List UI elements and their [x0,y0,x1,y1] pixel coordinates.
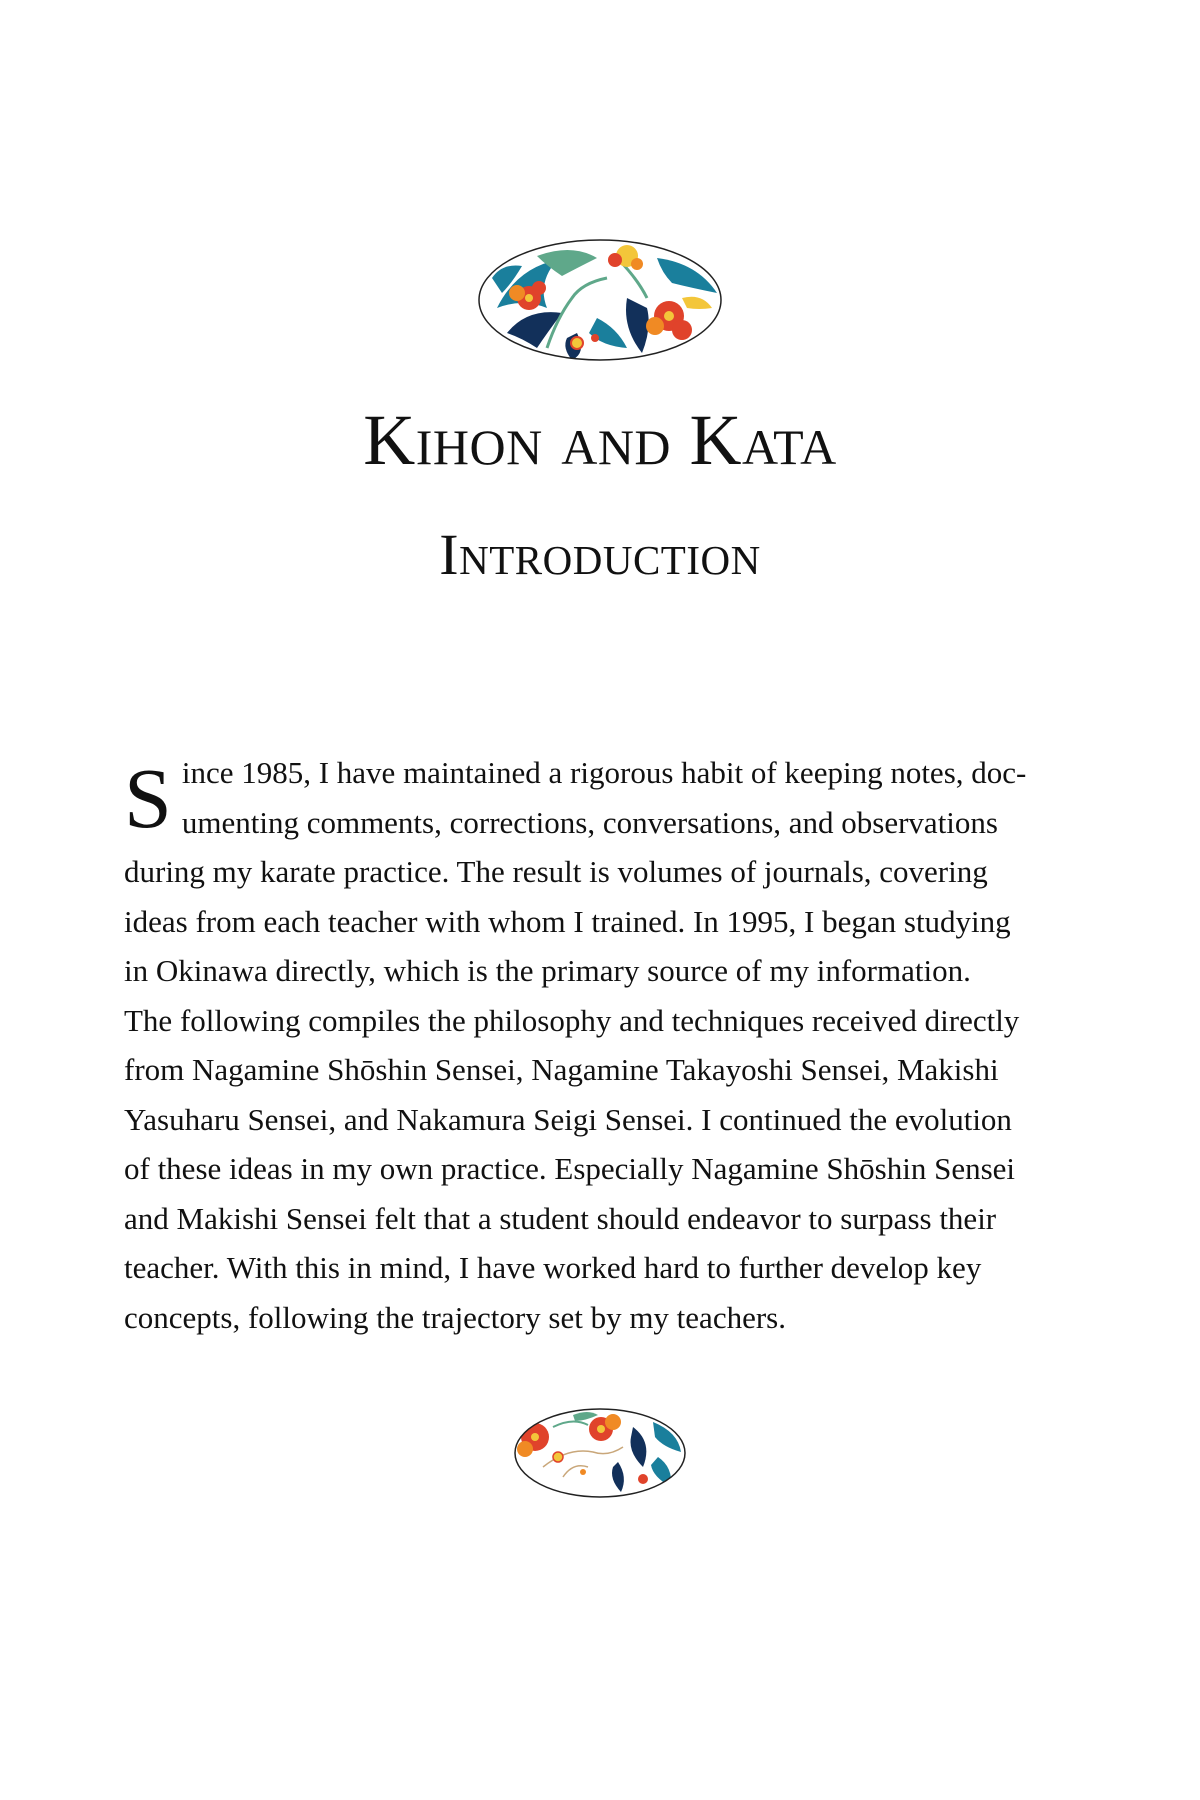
paragraph-line: concepts, following the trajectory set by my teachers. [124,1299,786,1335]
paragraph-line: and Makishi Sensei felt that a student should endeavor to surpass their [124,1200,997,1236]
paragraph-line: Yasuharu Sensei, and Nakamura Seigi Sensei. I continued the evolution [124,1101,1012,1137]
paragraph-line: The following compiles the philosophy and techniques received directly [124,1002,1020,1038]
paragraph-line: ince 1985, I have maintained a rigorous habit of keeping notes, doc- [181,755,1027,790]
paragraph-line: from Nagamine Shōshin Sensei, Nagamine Takayoshi Sensei, Makishi [124,1052,999,1087]
section-title: Introduction [439,522,761,587]
paragraph-line: teacher. With this in mind, I have worked hard to further develop key [124,1250,982,1285]
paragraph-line: of these ideas in my own practice. Especially Nagamine Shōshin Sensei [124,1151,1016,1186]
paragraph-line: during my karate practice. The result is volumes of journals, covering [124,854,988,889]
paragraph-line: ideas from each teacher with whom I trained. In 1995, I began studying [124,903,1011,939]
floral-medallion-icon [513,1407,687,1499]
paragraph-line: umenting comments, corrections, conversations, and observations [181,804,998,840]
intro-paragraph [124,748,1086,1342]
bottom-floral-medallion [0,1407,1200,1499]
top-floral-medallion [0,238,1200,362]
paragraph-line: in Okinawa directly, which is the primary source of my information. [124,953,971,988]
drop-cap: S [124,750,172,846]
chapter-title: Kihon and Kata [363,400,837,480]
floral-medallion-icon [477,238,723,362]
